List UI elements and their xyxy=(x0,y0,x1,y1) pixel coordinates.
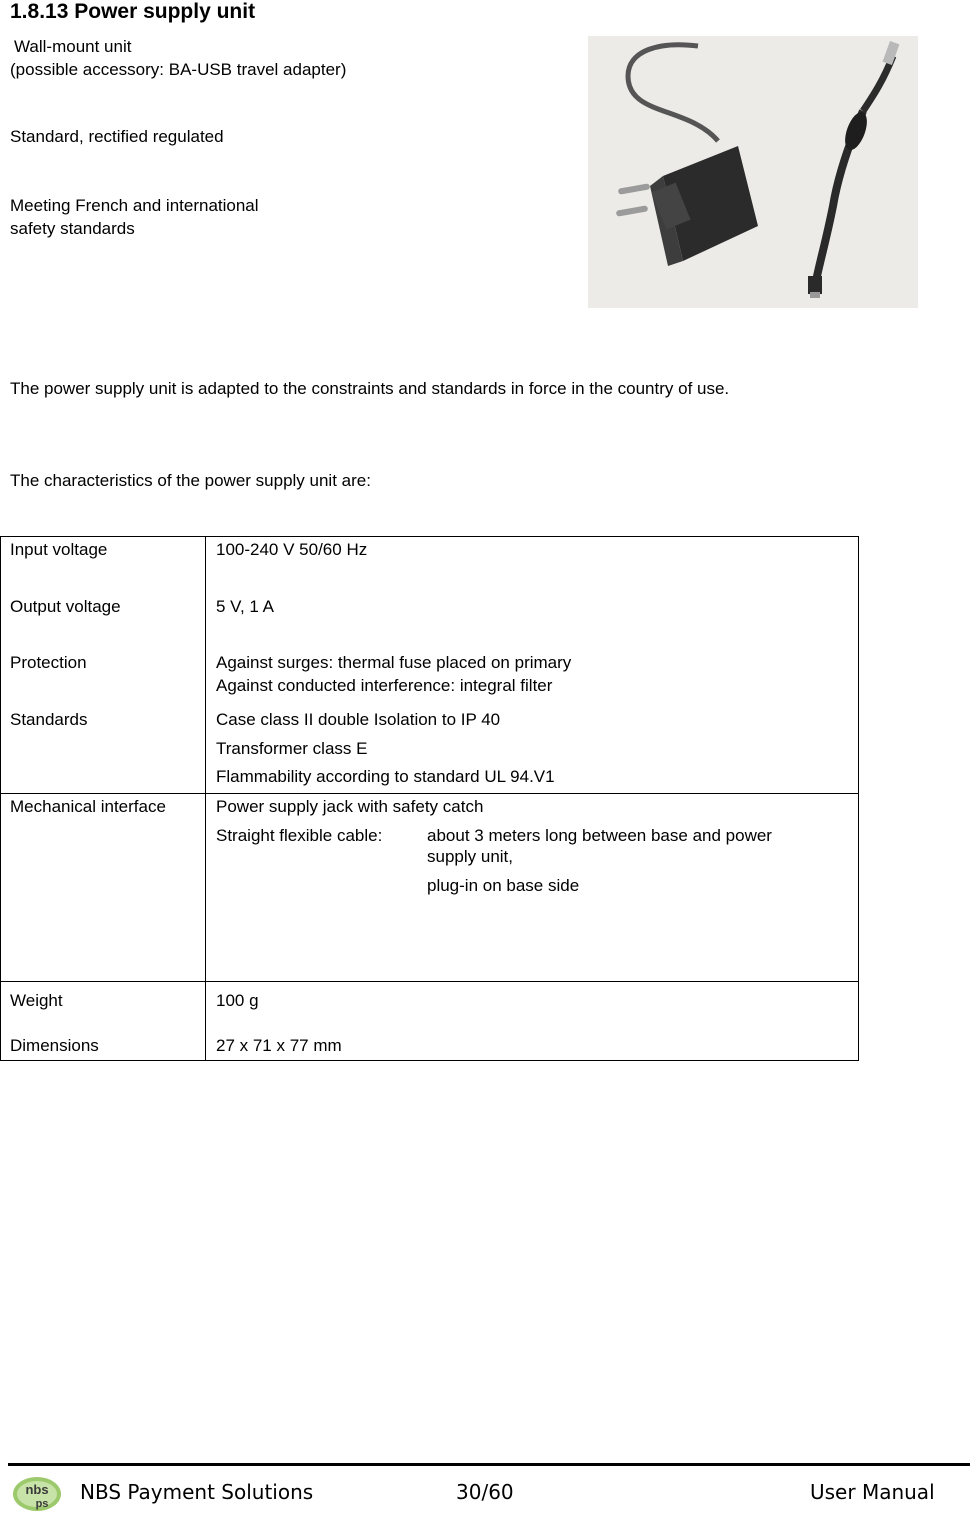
nbs-logo xyxy=(10,1470,64,1511)
section-heading xyxy=(10,0,255,24)
section-title: Power supply unit xyxy=(74,0,256,23)
spec-label-dimensions: Dimensions xyxy=(10,1036,99,1055)
spec-label-mechanical: Mechanical interface xyxy=(10,797,166,816)
spec-value-protection-interference: Against conducted interference: integral filter xyxy=(216,676,553,695)
spec-label-output-voltage: Output voltage xyxy=(10,597,121,616)
intro-paragraph: The power supply unit is adapted to the constraints and standards in force in the country of use. xyxy=(10,379,730,398)
table-row-divider xyxy=(0,793,859,794)
feature-wall-mount: Wall-mount unit xyxy=(14,37,132,56)
footer-page-number: 30/60 xyxy=(456,1480,514,1504)
spec-label-cable: Straight flexible cable: xyxy=(216,826,383,845)
table-column-divider xyxy=(205,536,206,1061)
svg-text:ps: ps xyxy=(35,1498,49,1510)
footer-rule xyxy=(8,1463,970,1466)
footer-company: NBS Payment Solutions xyxy=(80,1480,314,1504)
characteristics-intro: The characteristics of the power supply unit are: xyxy=(10,471,371,490)
spec-label-weight: Weight xyxy=(10,991,63,1010)
spec-value-output-voltage: 5 V, 1 A xyxy=(216,597,274,616)
spec-value-cable-length-cont: supply unit, xyxy=(427,847,513,866)
spec-value-standards-transformer: Transformer class E xyxy=(216,739,368,758)
spec-value-standards-isolation: Case class II double Isolation to IP 40 xyxy=(216,710,501,729)
table-row-divider xyxy=(0,981,859,982)
section-number: 1.8.13 xyxy=(10,0,69,23)
spec-value-dimensions: 27 x 71 x 77 mm xyxy=(216,1036,342,1055)
spec-label-standards: Standards xyxy=(10,710,88,729)
power-supply-photo xyxy=(588,36,918,308)
feature-standards-line1: Meeting French and international xyxy=(10,196,259,215)
spec-value-protection-surges: Against surges: thermal fuse placed on primary xyxy=(216,653,572,672)
spec-value-standards-flammability: Flammability according to standard UL 94.V1 xyxy=(216,767,555,786)
spec-value-input-voltage: 100-240 V 50/60 Hz xyxy=(216,540,368,559)
spec-label-input-voltage: Input voltage xyxy=(10,540,108,559)
svg-text:nbs: nbs xyxy=(25,1482,49,1497)
feature-accessory: (possible accessory: BA-USB travel adapter) xyxy=(10,60,347,79)
spec-value-cable-plug: plug-in on base side xyxy=(427,876,580,895)
spec-value-mechanical-jack: Power supply jack with safety catch xyxy=(216,797,484,816)
feature-standards-line2: safety standards xyxy=(10,219,135,238)
spec-value-cable-length: about 3 meters long between base and power xyxy=(427,826,772,845)
footer-document-title: User Manual xyxy=(810,1480,935,1504)
feature-rectified: Standard, rectified regulated xyxy=(10,127,224,146)
spec-label-protection: Protection xyxy=(10,653,87,672)
spec-value-weight: 100 g xyxy=(216,991,259,1010)
